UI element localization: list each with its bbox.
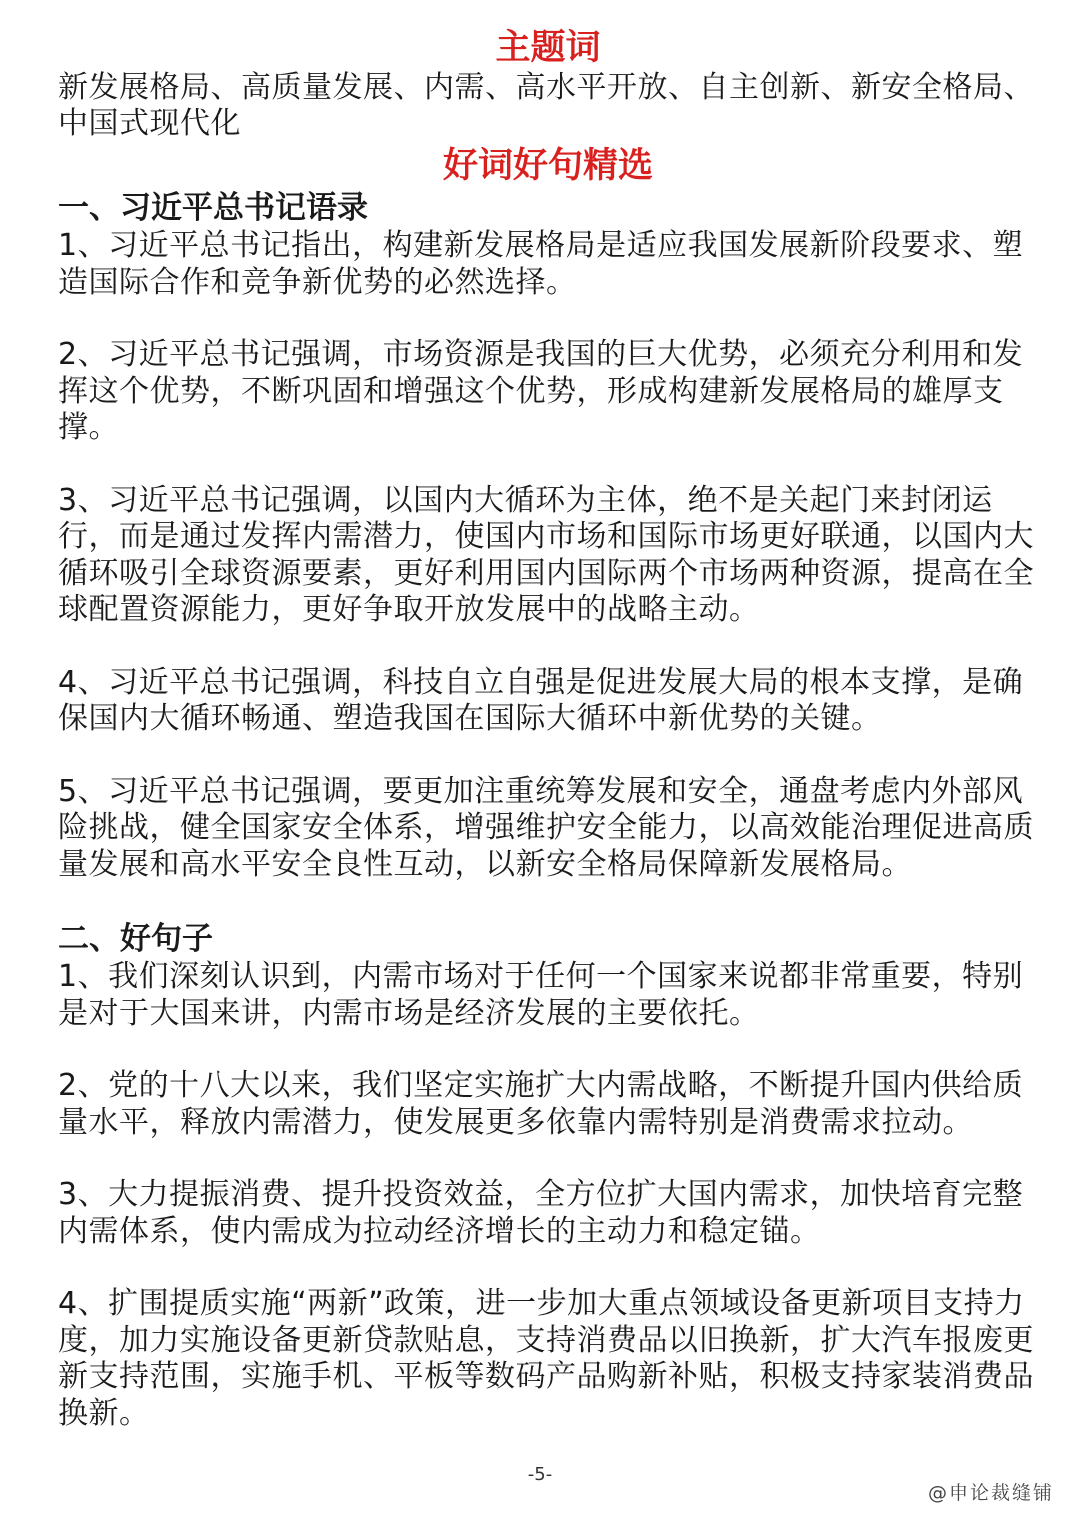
selection-title: 好词好句精选: [442, 146, 653, 186]
section1-item: 2、习近平总书记强调，市场资源是我国的巨大优势，必须充分利用和发挥这个优势，不断巩固和增强这个优势，形成构建新发展格局的雄厚支撑。: [58, 337, 1024, 445]
section2-item: 2、党的十八大以来，我们坚定实施扩大内需战略，不断提升国内供给质量水平，释放内需潜力，使发展更多依靠内需特别是消费需求拉动。: [58, 1068, 1024, 1140]
section2-heading: 二、好句子: [58, 921, 213, 957]
page-number: -5-: [527, 1464, 553, 1485]
section2-item: 3、大力提振消费、提升投资效益，全方位扩大国内需求，加快培育完整内需体系，使内需成为拉动经济增长的主动力和稳定锚。: [58, 1177, 1024, 1249]
watermark: @申论裁缝铺: [927, 1482, 1054, 1504]
section1-item: 1、习近平总书记指出，构建新发展格局是适应我国发展新阶段要求、塑造国际合作和竞争新优势的必然选择。: [58, 228, 1024, 300]
section1-heading: 一、习近平总书记语录: [58, 190, 368, 226]
section2-item: 1、我们深刻认识到，内需市场对于任何一个国家来说都非常重要，特别是对于大国来讲，内需市场是经济发展的主要依托。: [58, 959, 1024, 1031]
theme-keywords: 新发展格局、高质量发展、内需、高水平开放、自主创新、新安全格局、中国式现代化: [58, 70, 1034, 141]
theme-title: 主题词: [495, 28, 601, 68]
document-page: [58, 26, 1038, 1432]
section1-item: 5、习近平总书记强调，要更加注重统筹发展和安全，通盘考虑内外部风险挑战，健全国家安全体系，增强维护安全能力，以高效能治理促进高质量发展和高水平安全良性互动，以新安全格局保障新发展格局。: [58, 773, 1034, 882]
section1-item: 3、习近平总书记强调，以国内大循环为主体，绝不是关起门来封闭运行，而是通过发挥内需潜力，使国内市场和国际市场更好联通，以国内大循环吸引全球资源要素，更好利用国内国际两个市场两种资源，提高在全球配置资源能力，更好争取开放发展中的战略主动。: [58, 482, 1034, 627]
section1-item: 4、习近平总书记强调，科技自立自强是促进发展大局的根本支撑，是确保国内大循环畅通、塑造我国在国际大循环中新优势的关键。: [58, 664, 1024, 736]
section2-item: 4、扩围提质实施“两新”政策，进一步加大重点领域设备更新项目支持力度，加力实施设备更新贷款贴息，支持消费品以旧换新，扩大汽车报废更新支持范围，实施手机、平板等数码产品购新补贴，积极支持家装消费品换新。: [58, 1286, 1034, 1431]
